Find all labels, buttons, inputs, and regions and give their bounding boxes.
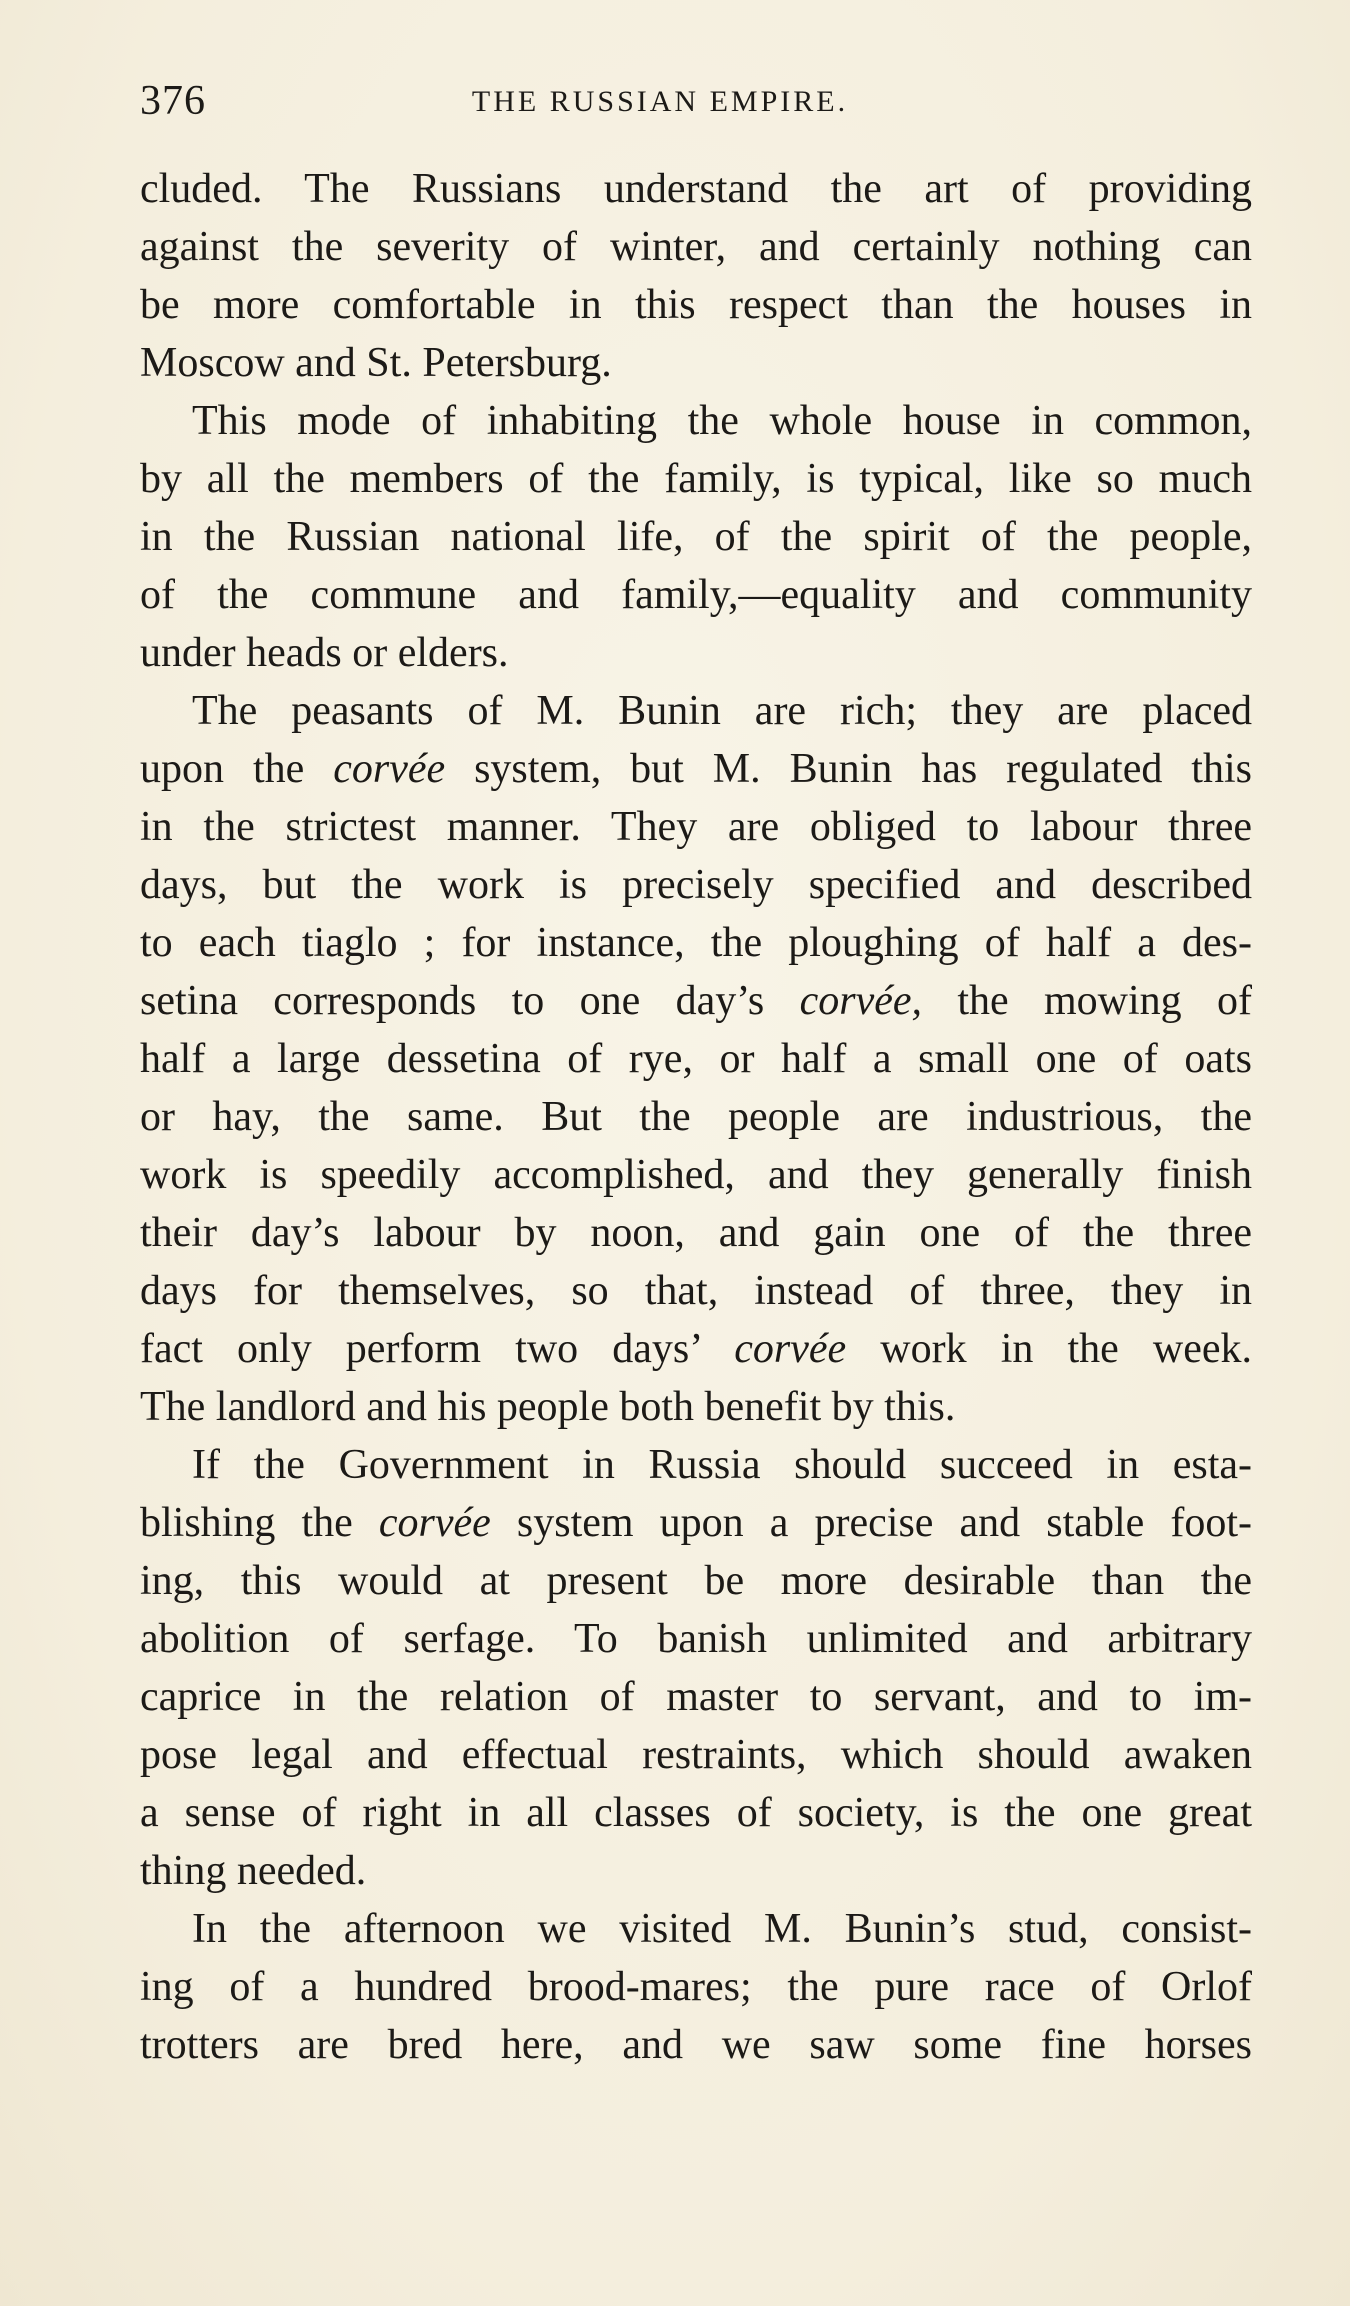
text-line [140, 972, 1252, 1030]
text-line [140, 1378, 1252, 1436]
text-run: of the commune and family,—equality and community [140, 572, 1252, 618]
text-line [140, 2016, 1252, 2074]
text-line [140, 508, 1252, 566]
text-line [140, 1436, 1252, 1494]
text-run: ing of a hundred brood-mares; the pure race of Orlof [140, 1964, 1252, 2010]
text-run: against the severity of winter, and certainly nothing can [140, 224, 1252, 270]
text-run: abolition of serfage. To banish unlimited and arbitrary [140, 1616, 1252, 1662]
page-number: 376 [140, 78, 206, 124]
text-line [140, 1726, 1252, 1784]
text-body [140, 160, 1252, 2074]
running-head [140, 76, 1252, 126]
text-run: system upon a precise and stable foot- [490, 1500, 1252, 1546]
text-line [140, 276, 1252, 334]
text-line [140, 1784, 1252, 1842]
text-run: in the Russian national life, of the spirit of the people, [140, 514, 1252, 560]
text-line [140, 334, 1252, 392]
italic-term: corvée [378, 1500, 491, 1546]
text-line [140, 1146, 1252, 1204]
text-line [140, 218, 1252, 276]
italic-term: corvée [734, 1326, 847, 1372]
text-run: work in the week. [846, 1326, 1252, 1372]
text-run: thing needed. [140, 1848, 367, 1894]
text-line [140, 1262, 1252, 1320]
text-line [140, 1030, 1252, 1088]
text-run: in the strictest manner. They are obliged to labour three [140, 804, 1252, 850]
italic-term: corvée [333, 746, 446, 792]
text-line [140, 682, 1252, 740]
text-run: fact only perform two days’ [140, 1326, 735, 1372]
text-line [140, 566, 1252, 624]
text-line [140, 1610, 1252, 1668]
text-run: The peasants of M. Bunin are rich; they are placed [192, 688, 1252, 734]
text-run: days, but the work is precisely specified and described [140, 862, 1252, 908]
text-line [140, 624, 1252, 682]
text-run: ing, this would at present be more desirable than the [140, 1558, 1252, 1604]
text-line [140, 1900, 1252, 1958]
text-run: their day’s labour by noon, and gain one of the three [140, 1210, 1252, 1256]
text-run: system, but M. Bunin has regulated this [445, 746, 1252, 792]
text-line [140, 1668, 1252, 1726]
text-line [140, 1088, 1252, 1146]
text-run: by all the members of the family, is typical, like so much [140, 456, 1252, 502]
text-line [140, 160, 1252, 218]
text-run: under heads or elders. [140, 630, 509, 676]
text-run: blishing the [140, 1500, 379, 1546]
text-run: the mowing of [922, 978, 1252, 1024]
text-line [140, 914, 1252, 972]
text-line [140, 798, 1252, 856]
text-line [140, 1958, 1252, 2016]
text-run: upon the [140, 746, 334, 792]
text-run: a sense of right in all classes of society, is the one great [140, 1790, 1252, 1836]
text-run: Moscow and St. Petersburg. [140, 340, 612, 386]
text-run: half a large dessetina of rye, or half a small one of oats [140, 1036, 1252, 1082]
text-line [140, 1204, 1252, 1262]
text-run: trotters are bred here, and we saw some fine horses [140, 2022, 1252, 2068]
text-run: work is speedily accomplished, and they generally finish [140, 1152, 1252, 1198]
text-run: This mode of inhabiting the whole house in common, [192, 398, 1252, 444]
text-run: cluded. The Russians understand the art of providing [140, 166, 1252, 212]
text-run: The landlord and his people both benefit by this. [140, 1384, 956, 1430]
running-title: THE RUSSIAN EMPIRE. [471, 85, 849, 118]
text-run: If the Government in Russia should succeed in esta- [192, 1442, 1252, 1488]
text-run: days for themselves, so that, instead of three, they in [140, 1268, 1252, 1314]
text-line [140, 856, 1252, 914]
text-run: setina corresponds to one day’s [140, 978, 800, 1024]
text-line [140, 1494, 1252, 1552]
text-line [140, 740, 1252, 798]
text-line [140, 1842, 1252, 1900]
italic-term: corvée, [799, 978, 922, 1024]
text-run: caprice in the relation of master to servant, and to im- [140, 1674, 1252, 1720]
text-line [140, 1320, 1252, 1378]
text-line [140, 1552, 1252, 1610]
text-run: In the afternoon we visited M. Bunin’s stud, consist- [192, 1906, 1252, 1952]
text-run: be more comfortable in this respect than the houses in [140, 282, 1252, 328]
text-run: or hay, the same. But the people are industrious, the [140, 1094, 1252, 1140]
text-line [140, 392, 1252, 450]
text-line [140, 450, 1252, 508]
text-run: to each tiaglo ; for instance, the ploughing of half a des- [140, 920, 1252, 966]
text-run: pose legal and effectual restraints, which should awaken [140, 1732, 1252, 1778]
